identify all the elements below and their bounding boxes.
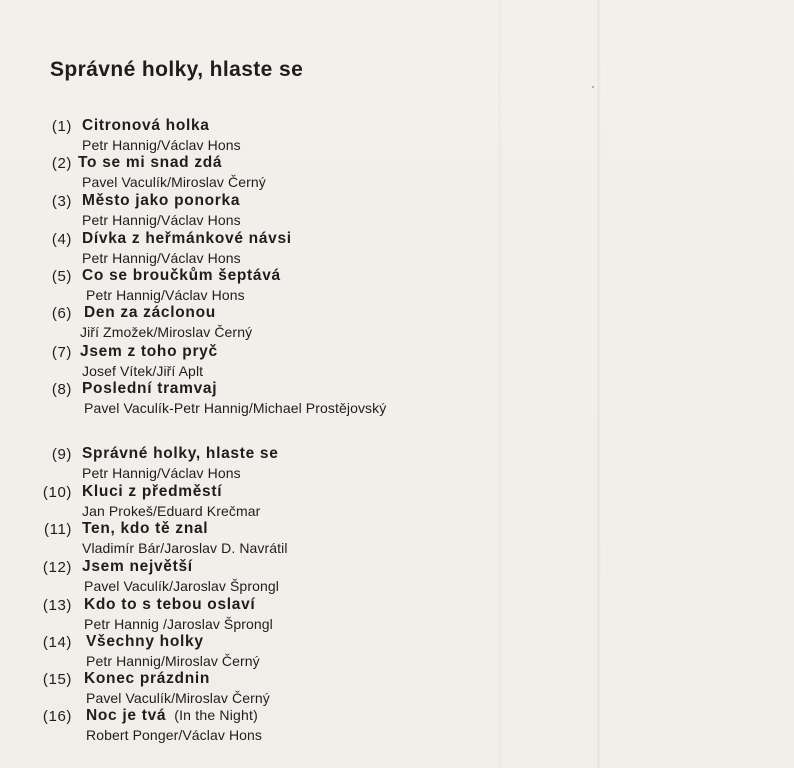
track-credits: Pavel Vaculík/Miroslav Černý [86,690,270,706]
track-title: Poslední tramvaj [82,380,218,397]
track-7 [0,344,560,382]
track-credits: Petr Hannig /Jaroslav Šprongl [84,616,273,632]
track-credits: Vladimír Bár/Jaroslav D. Navrátil [82,540,288,556]
track-number: (14) [42,634,72,651]
track-credits: Petr Hannig/Václav Hons [82,465,241,481]
track-title: Dívka z heřmánkové návsi [82,230,292,247]
track-title: Správné holky, hlaste se [82,445,279,462]
track-title: Všechny holky [86,633,204,650]
track-number: (5) [51,268,72,285]
track-11 [0,521,560,559]
track-title: Konec prázdnin [84,670,211,687]
track-title: Den za záclonou [84,304,216,321]
track-title: Co se broučkům šeptává [82,267,281,284]
track-title: Kdo to s tebou oslaví [84,596,256,613]
paper-speck [592,86,594,88]
track-number: (2) [51,155,72,172]
track-2 [0,155,560,193]
track-credits: Petr Hannig/Miroslav Černý [86,653,260,669]
track-8 [0,381,560,419]
track-16 [0,708,560,746]
track-title-note: (In the Night) [174,707,258,723]
track-number: (7) [51,344,72,361]
track-10 [0,484,560,522]
track-1 [0,118,560,156]
track-title: Ten, kdo tě znal [82,520,209,537]
track-12 [0,559,560,597]
track-number: (8) [51,381,72,398]
track-credits: Josef Vítek/Jiří Aplt [82,363,204,379]
track-credits: Pavel Vaculík/Miroslav Černý [82,174,266,190]
track-number: (1) [51,118,72,135]
track-number: (16) [42,708,72,725]
track-title: Jsem největší [82,558,193,575]
track-title: Jsem z toho pryč [80,343,218,360]
track-credits: Petr Hannig/Václav Hons [82,137,241,153]
track-3 [0,193,560,231]
track-number: (13) [42,597,72,614]
track-number: (9) [51,446,72,463]
track-credits: Robert Ponger/Václav Hons [86,727,263,743]
track-number: (3) [51,193,72,210]
track-15 [0,671,560,709]
track-credits: Petr Hannig/Václav Hons [82,250,241,266]
track-credits: Jan Prokeš/Eduard Krečmar [82,503,261,519]
track-6 [0,305,560,343]
track-credits: Pavel Vaculík/Jaroslav Šprongl [84,578,279,594]
track-number: (11) [44,521,72,538]
album-title: Správné holky, hlaste se [50,58,304,81]
track-13 [0,597,560,635]
track-5 [0,268,560,306]
track-credits: Jiří Zmožek/Miroslav Černý [80,324,253,340]
track-4 [0,231,560,269]
track-title: Citronová holka [82,117,210,134]
track-title: Kluci z předměstí [82,483,223,500]
track-title-text: Noc je tvá [86,707,167,724]
track-number: (15) [42,671,72,688]
track-number: (12) [42,559,72,576]
track-title [86,707,258,725]
track-credits: Petr Hannig/Václav Hons [86,287,245,303]
track-credits: Pavel Vaculík-Petr Hannig/Michael Prostějovský [84,400,387,416]
track-number: (6) [51,305,72,322]
track-14 [0,634,560,672]
track-title: To se mi snad zdá [78,154,223,171]
track-title: Město jako ponorka [82,192,241,209]
track-number: (4) [51,231,72,248]
track-9 [0,446,560,484]
track-number: (10) [42,484,72,501]
track-credits: Petr Hannig/Václav Hons [82,212,241,228]
